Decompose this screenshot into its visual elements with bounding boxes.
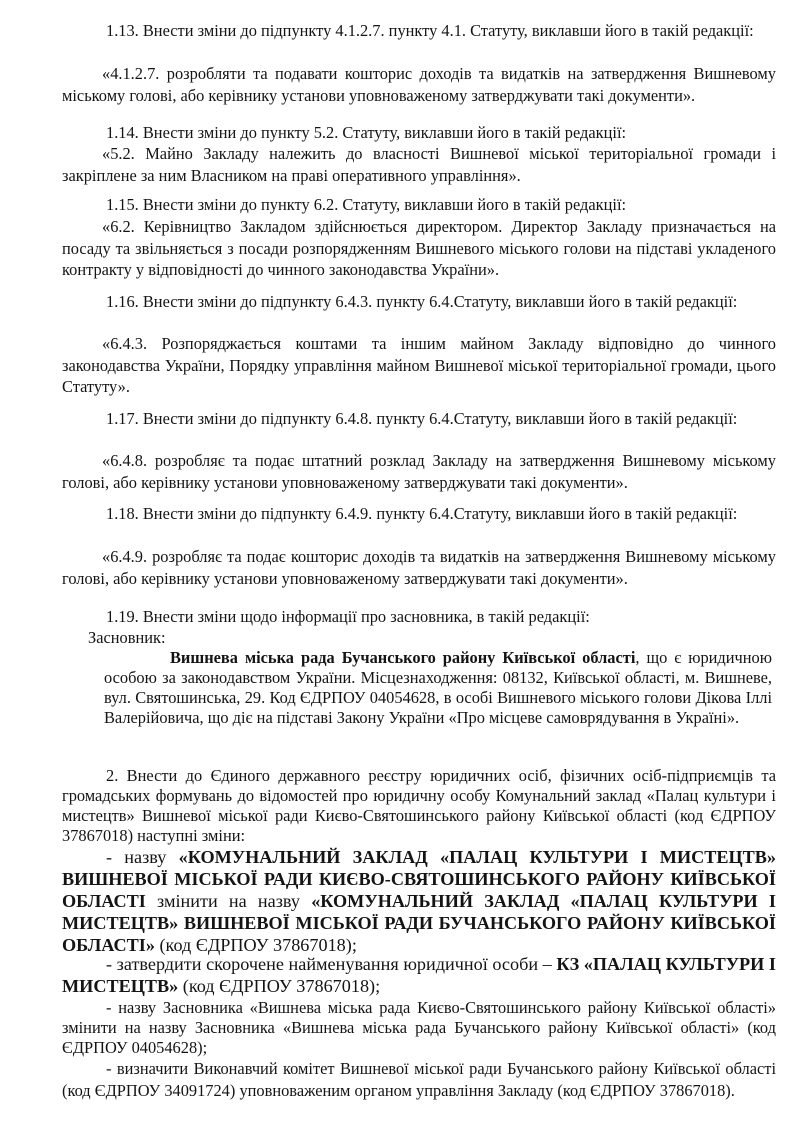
founder-details [104, 648, 772, 728]
founder-details-text: , що є юридичною особою за законодавством України. Місцезнаходження: 08132, Київської області, м. Вишневе, вул. Святошинська, 29. Код ЄДРПОУ 04054628, в особі Вишневого міського голови Дікова Іллі Валерійовича, що діє на підставі Закону України «Про місцеве самоврядування в Україні». [104, 648, 772, 727]
short-name: КЗ «ПАЛАЦ КУЛЬТУРИ І МИСТЕЦТВ» [62, 954, 776, 996]
item-1-14-heading: 1.14. Внести зміни до пункту 5.2. Статуту, виклавши його в такій редакції: [106, 123, 627, 142]
new-name: «КОМУНАЛЬНИЙ ЗАКЛАД «ПАЛАЦ КУЛЬТУРИ І МИСТЕЦТВ» ВИШНЕВОЇ МІСЬКОЇ РАДИ БУЧАНСЬКОГО РАЙОНУ КИЇВСЬКОЇ ОБЛАСТІ» [62, 891, 776, 955]
item-1-13-quote: «4.1.2.7. розробляти та подавати кошторис доходів та видатків на затвердження Вишневому міському голові, або керівнику установи уповноваженому затверджувати такі документи». [62, 64, 776, 105]
item-2-intro: 2. Внести до Єдиного державного реєстру юридичних осіб, фізичних осіб-підприємців та громадських формувань до відомостей про юридичну особу Комунальний заклад «Палац культури і мистецтв» Вишневої міської ради Києво-Святошинського району Київської області (код ЄДРПОУ 37867018) наступні зміни: [62, 766, 776, 845]
rename-mid: змінити на назву [145, 891, 312, 911]
item-1-17-quote: «6.4.8. розробляє та подає штатний розклад Закладу на затвердження Вишневому міському голові, або керівнику установи уповноваженому затверджувати такі документи». [62, 451, 776, 492]
short-name-prefix: - затвердити скорочене найменування юридичної особи – [106, 954, 557, 974]
item-1-18-quote: «6.4.9. розробляє та подає кошторис доходів та видатків на затвердження Вишневому міському голові, або керівнику установи уповноваженому затверджувати такі документи». [62, 547, 776, 588]
founder-name: Вишнева міська рада Бучанського району Київської області [170, 648, 636, 667]
founder-label: Засновник: [88, 628, 166, 647]
item-1-15-quote: «6.2. Керівництво Закладом здійснюється директором. Директор Закладу призначається на посаду та звільняється з посади розпорядженням Вишневого міського голови на підставі укладеного контракту у відповідності до чинного законодавства України». [62, 217, 776, 279]
old-name: «КОМУНАЛЬНИЙ ЗАКЛАД «ПАЛАЦ КУЛЬТУРИ І МИСТЕЦТВ» ВИШНЕВОЇ МІСЬКОЇ РАДИ КИЄВО-СВЯТОШИНСЬКОГО РАЙОНУ КИЇВСЬКОЇ ОБЛАСТІ [62, 847, 777, 911]
item-1-19-heading: 1.19. Внести зміни щодо інформації про засновника, в такій редакції: [106, 607, 590, 626]
executive-committee-clause: - визначити Виконавчий комітет Вишневої міської ради Бучанського району Київської області (код ЄДРПОУ 34091724) уповноваженим органом управління Закладу (код ЄДРПОУ 37867018). [62, 1059, 776, 1100]
rename-clause [62, 846, 776, 956]
rename-code: (код ЄДРПОУ 37867018); [154, 935, 357, 955]
item-1-13-heading: 1.13. Внести зміни до підпункту 4.1.2.7. пункту 4.1. Статуту, виклавши його в такій редакції: [106, 21, 754, 40]
short-name-code: (код ЄДРПОУ 37867018); [178, 976, 381, 996]
item-1-18-heading: 1.18. Внести зміни до підпункту 6.4.9. пункту 6.4.Статуту, виклавши його в такій редакції: [106, 504, 738, 523]
item-1-15-heading: 1.15. Внести зміни до пункту 6.2. Статуту, виклавши його в такій редакції: [106, 195, 627, 214]
item-1-16-quote: «6.4.3. Розпоряджається коштами та іншим майном Закладу відповідно до чинного законодавства України, Порядку управління майном Вишневої міської територіальної громади, цього Статуту». [62, 334, 776, 396]
short-name-clause [62, 953, 776, 997]
item-1-14-quote: «5.2. Майно Закладу належить до власності Вишневої міської територіальної громади і закріплене за ним Власником на праві оперативного управління». [62, 144, 776, 185]
item-1-16-heading: 1.16. Внести зміни до підпункту 6.4.3. пункту 6.4.Статуту, виклавши його в такій редакції: [106, 292, 738, 311]
item-1-17-heading: 1.17. Внести зміни до підпункту 6.4.8. пункту 6.4.Статуту, виклавши його в такій редакції: [106, 409, 738, 428]
founder-rename-clause: - назву Засновника «Вишнева міська рада Києво-Святошинського району Київської області» змінити на назву Засновника «Вишнева міська рада Бучанського району Київської області» (код ЄДРПОУ 04054628); [62, 998, 776, 1057]
rename-prefix: - назву [106, 847, 179, 867]
